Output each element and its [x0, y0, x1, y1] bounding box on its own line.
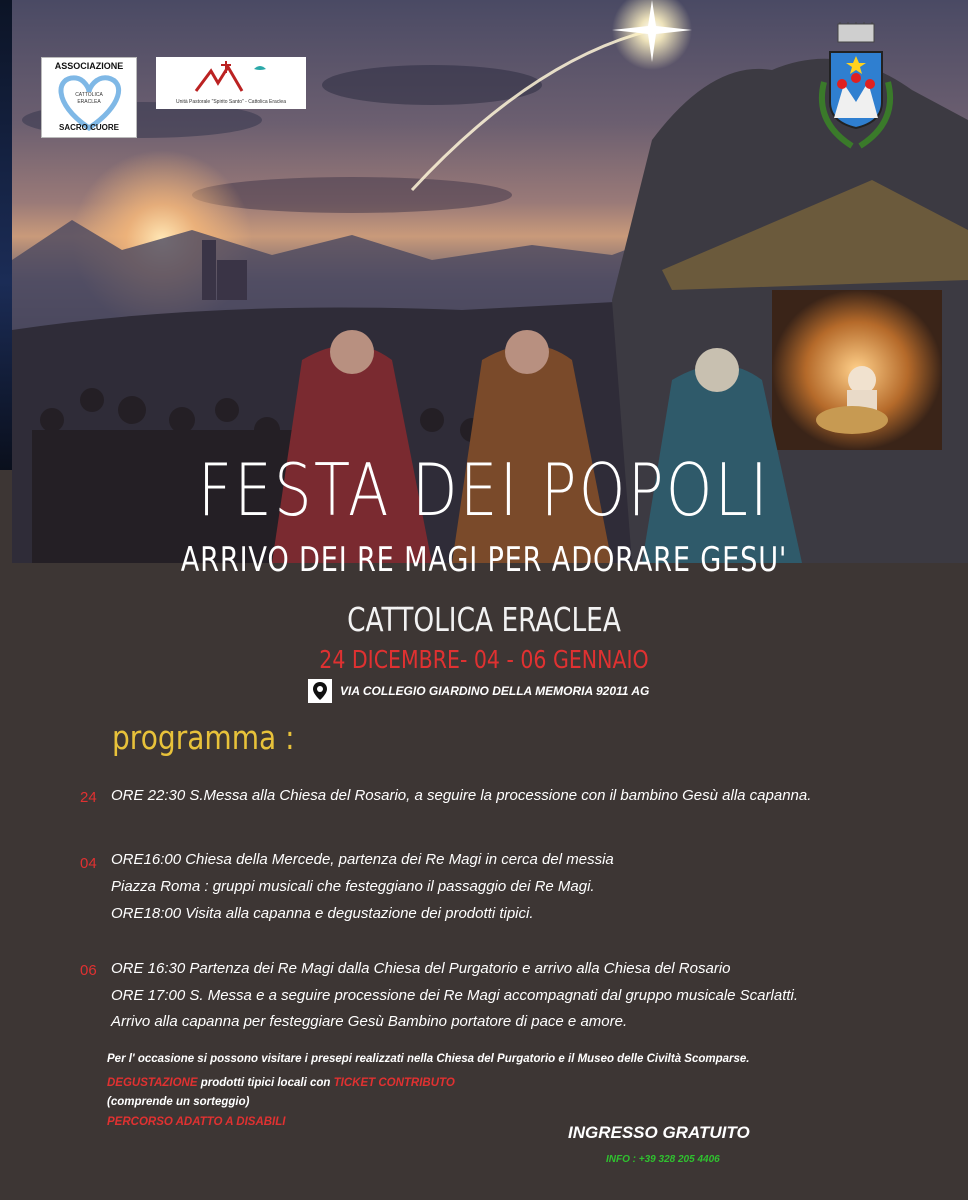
program-day-06: 06 [80, 962, 97, 979]
presepi-note: Per l' occasione si possono visitare i presepi realizzati nella Chiesa del Purgatorio e il Museo delle Civiltà Scomparse. [107, 1053, 750, 1065]
ingresso-gratuito: INGRESSO GRATUITO [568, 1123, 750, 1142]
program-line: ORE 16:30 Partenza dei Re Magi dalla Chiesa del Purgatorio e arrivo alla Chiesa del Rosario [111, 960, 731, 977]
svg-text:ERACLEA: ERACLEA [77, 99, 101, 105]
unita-pastorale-logo [156, 57, 306, 109]
svg-text:CATTOLICA: CATTOLICA [75, 92, 103, 98]
left-strip-bottom [0, 470, 12, 563]
location-pin-icon [308, 679, 332, 703]
municipal-coat-of-arms [806, 22, 906, 162]
left-night-strip [0, 0, 12, 470]
svg-text:ASSOCIAZIONE: ASSOCIAZIONE [54, 61, 124, 71]
program-day-04: 04 [80, 855, 97, 872]
program-line: ORE 17:00 S. Messa e a seguire processione dei Re Magi accompagnati dal gruppo musicale Scarlatti. [111, 987, 799, 1004]
event-dates: 24 DICEMBRE- 04 - 06 GENNAIO [319, 645, 649, 674]
program-line: Arrivo alla capanna per festeggiare Gesù Bambino portatore di pace e amore. [111, 1013, 628, 1030]
program-day-24: 24 [80, 789, 97, 806]
event-address [308, 678, 649, 704]
svg-text:SACRO CUORE: SACRO CUORE [58, 123, 120, 132]
program-line: ORE 22:30 S.Messa alla Chiesa del Rosario, a seguire la processione con il bambino Gesù alla capanna. [111, 787, 812, 804]
svg-text:Unità Pastorale "Spirito Santo: Unità Pastorale "Spirito Santo" - Cattolica Eraclea [176, 99, 286, 105]
event-city: CATTOLICA ERACLEA [347, 600, 621, 639]
info-phone: INFO : +39 328 205 4406 [606, 1154, 720, 1165]
event-title: FESTA DEI POPOLI [197, 448, 771, 532]
prodotti-text: prodotti tipici locali con [197, 1077, 334, 1089]
ticket-label: TICKET CONTRIBUTO [333, 1077, 455, 1089]
program-line: ORE16:00 Chiesa della Mercede, partenza dei Re Magi in cerca del messia [111, 851, 614, 868]
percorso-note: PERCORSO ADATTO A DISABILI [107, 1116, 286, 1128]
program-line: Piazza Roma : gruppi musicali che festeggiano il passaggio dei Re Magi. [111, 878, 595, 895]
program-line: ORE18:00 Visita alla capanna e degustazione dei prodotti tipici. [111, 905, 534, 922]
programma-heading: programma : [112, 718, 295, 757]
address-text: VIA COLLEGIO GIARDINO DELLA MEMORIA 92011 AG [340, 684, 650, 698]
degustazione-note [107, 1077, 455, 1089]
associazione-sacro-cuore-logo [41, 57, 137, 138]
sorteggio-note: (comprende un sorteggio) [107, 1096, 250, 1108]
event-subtitle: ARRIVO DEI RE MAGI PER ADORARE GESU' [180, 540, 788, 580]
degustazione-label: DEGUSTAZIONE [107, 1077, 198, 1089]
